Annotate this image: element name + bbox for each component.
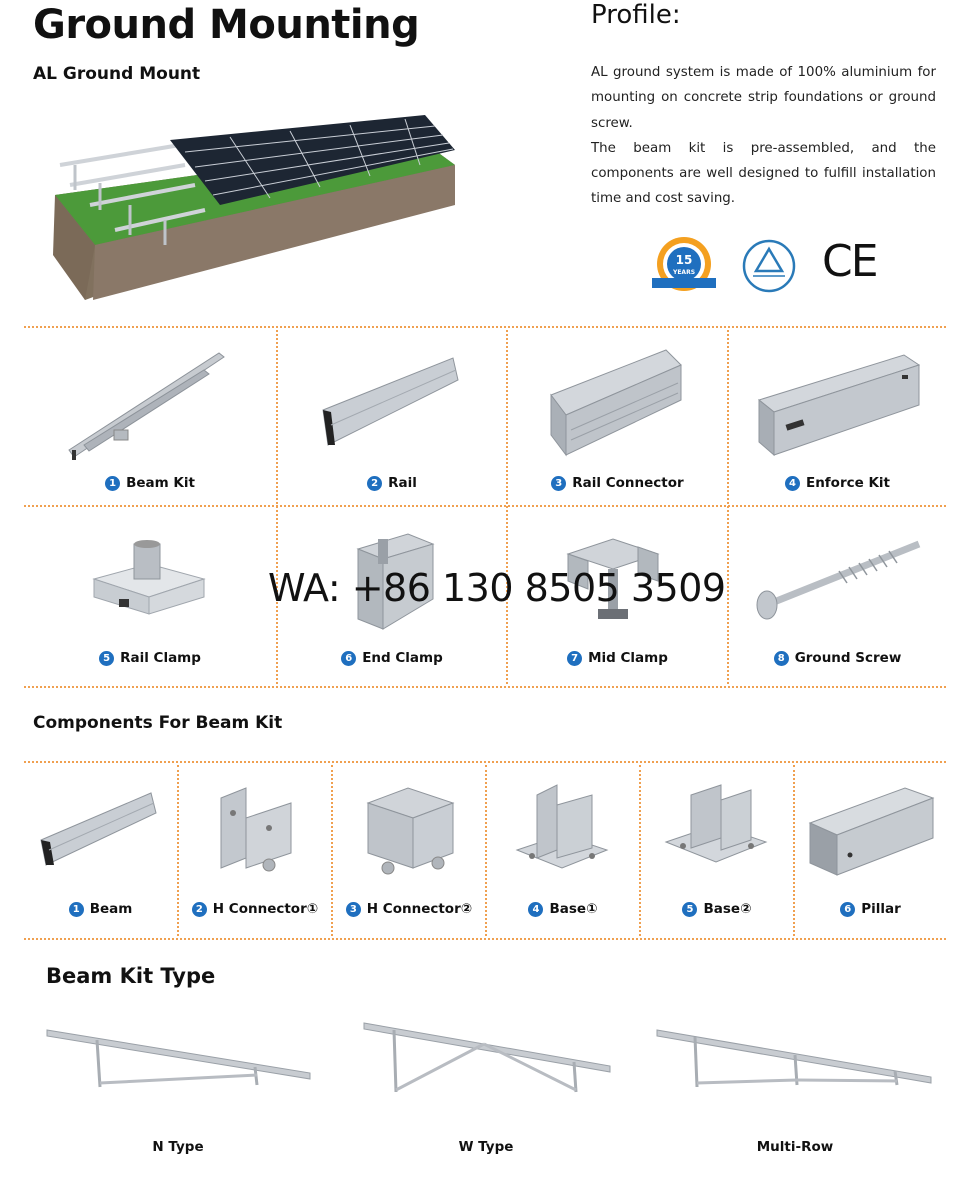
rail-clamp-image xyxy=(89,539,209,624)
item-number-badge: 7 xyxy=(567,651,582,666)
type-label-w: W Type xyxy=(458,1139,514,1155)
divider xyxy=(24,326,946,328)
item-label: Base② xyxy=(703,901,752,917)
beam-image xyxy=(36,785,161,875)
item-label: Mid Clamp xyxy=(588,650,668,666)
item-number-badge: 3 xyxy=(346,902,361,917)
item-label: Pillar xyxy=(861,901,901,917)
type-label-n: N Type xyxy=(152,1139,204,1155)
profile-paragraph-2: The beam kit is pre-assembled, and the components are well designed to fulfill installation time and cost saving. xyxy=(591,140,936,207)
item-label: H Connector① xyxy=(212,901,319,917)
product-enforce-kit xyxy=(729,330,946,505)
profile-title: Profile: xyxy=(591,0,681,30)
component-h-connector-2 xyxy=(333,765,485,936)
item-number-badge: 2 xyxy=(367,476,382,491)
item-number-badge: 5 xyxy=(99,651,114,666)
enforce-kit-image xyxy=(754,350,924,460)
warranty-number: 15 xyxy=(675,253,693,267)
item-label: Beam xyxy=(89,901,133,917)
item-number-badge: 4 xyxy=(785,476,800,491)
divider xyxy=(24,938,946,940)
item-label: End Clamp xyxy=(362,650,443,666)
product-beam-kit xyxy=(24,330,276,505)
w-type-diagram xyxy=(362,1018,614,1096)
watermark-phone: WA: +86 130 8505 3509 xyxy=(268,566,726,610)
rail-image xyxy=(313,350,468,460)
tuv-certification-icon xyxy=(740,238,798,294)
component-base-1 xyxy=(487,765,639,936)
item-label: Ground Screw xyxy=(794,650,902,666)
item-label: H Connector② xyxy=(366,901,473,917)
item-label: Base① xyxy=(549,901,598,917)
base-1-image xyxy=(512,780,612,880)
product-rail xyxy=(278,330,506,505)
beam-kit-type-title: Beam Kit Type xyxy=(46,964,216,988)
product-rail-clamp xyxy=(24,509,276,684)
item-number-badge: 6 xyxy=(341,651,356,666)
beam-kit-image xyxy=(64,345,234,465)
product-rail-connector xyxy=(508,330,727,505)
divider xyxy=(24,761,946,763)
components-title: Components For Beam Kit xyxy=(33,713,283,733)
item-number-badge: 5 xyxy=(682,902,697,917)
ground-mount-illustration xyxy=(45,95,465,305)
pillar-image xyxy=(805,783,937,878)
n-type-diagram xyxy=(45,1025,313,1095)
page-subtitle: AL Ground Mount xyxy=(33,64,201,84)
h-connector-1-image xyxy=(211,783,301,878)
item-number-badge: 6 xyxy=(840,902,855,917)
divider xyxy=(24,505,946,507)
item-number-badge: 1 xyxy=(69,902,84,917)
ground-screw-image xyxy=(749,539,924,624)
component-base-2 xyxy=(641,765,793,936)
item-label: Beam Kit xyxy=(126,475,195,491)
profile-paragraph-1: AL ground system is made of 100% aluminium for mounting on concrete strip foundations or ground screw. xyxy=(591,65,936,131)
rail-connector-image xyxy=(546,345,686,460)
product-ground-screw xyxy=(729,509,946,684)
multi-row-diagram xyxy=(655,1025,935,1095)
item-label: Rail xyxy=(388,475,417,491)
item-label: Enforce Kit xyxy=(805,475,891,491)
item-number-badge: 8 xyxy=(774,651,789,666)
component-beam xyxy=(24,765,177,936)
type-label-multi-row: Multi-Row xyxy=(756,1139,834,1155)
item-label: Rail Clamp xyxy=(120,650,201,666)
base-2-image xyxy=(661,780,771,880)
item-number-badge: 1 xyxy=(105,476,120,491)
item-number-badge: 2 xyxy=(192,902,207,917)
item-number-badge: 4 xyxy=(528,902,543,917)
ce-mark-icon: CE xyxy=(822,236,877,287)
warranty-unit: YEARS xyxy=(672,269,696,276)
profile-description xyxy=(591,60,936,212)
divider xyxy=(24,686,946,688)
h-connector-2-image xyxy=(363,783,458,878)
item-label: Rail Connector xyxy=(572,475,684,491)
component-h-connector-1 xyxy=(179,765,331,936)
page-title: Ground Mounting xyxy=(33,2,420,48)
item-number-badge: 3 xyxy=(551,476,566,491)
warranty-badge-icon xyxy=(648,234,720,296)
component-pillar xyxy=(795,765,946,936)
